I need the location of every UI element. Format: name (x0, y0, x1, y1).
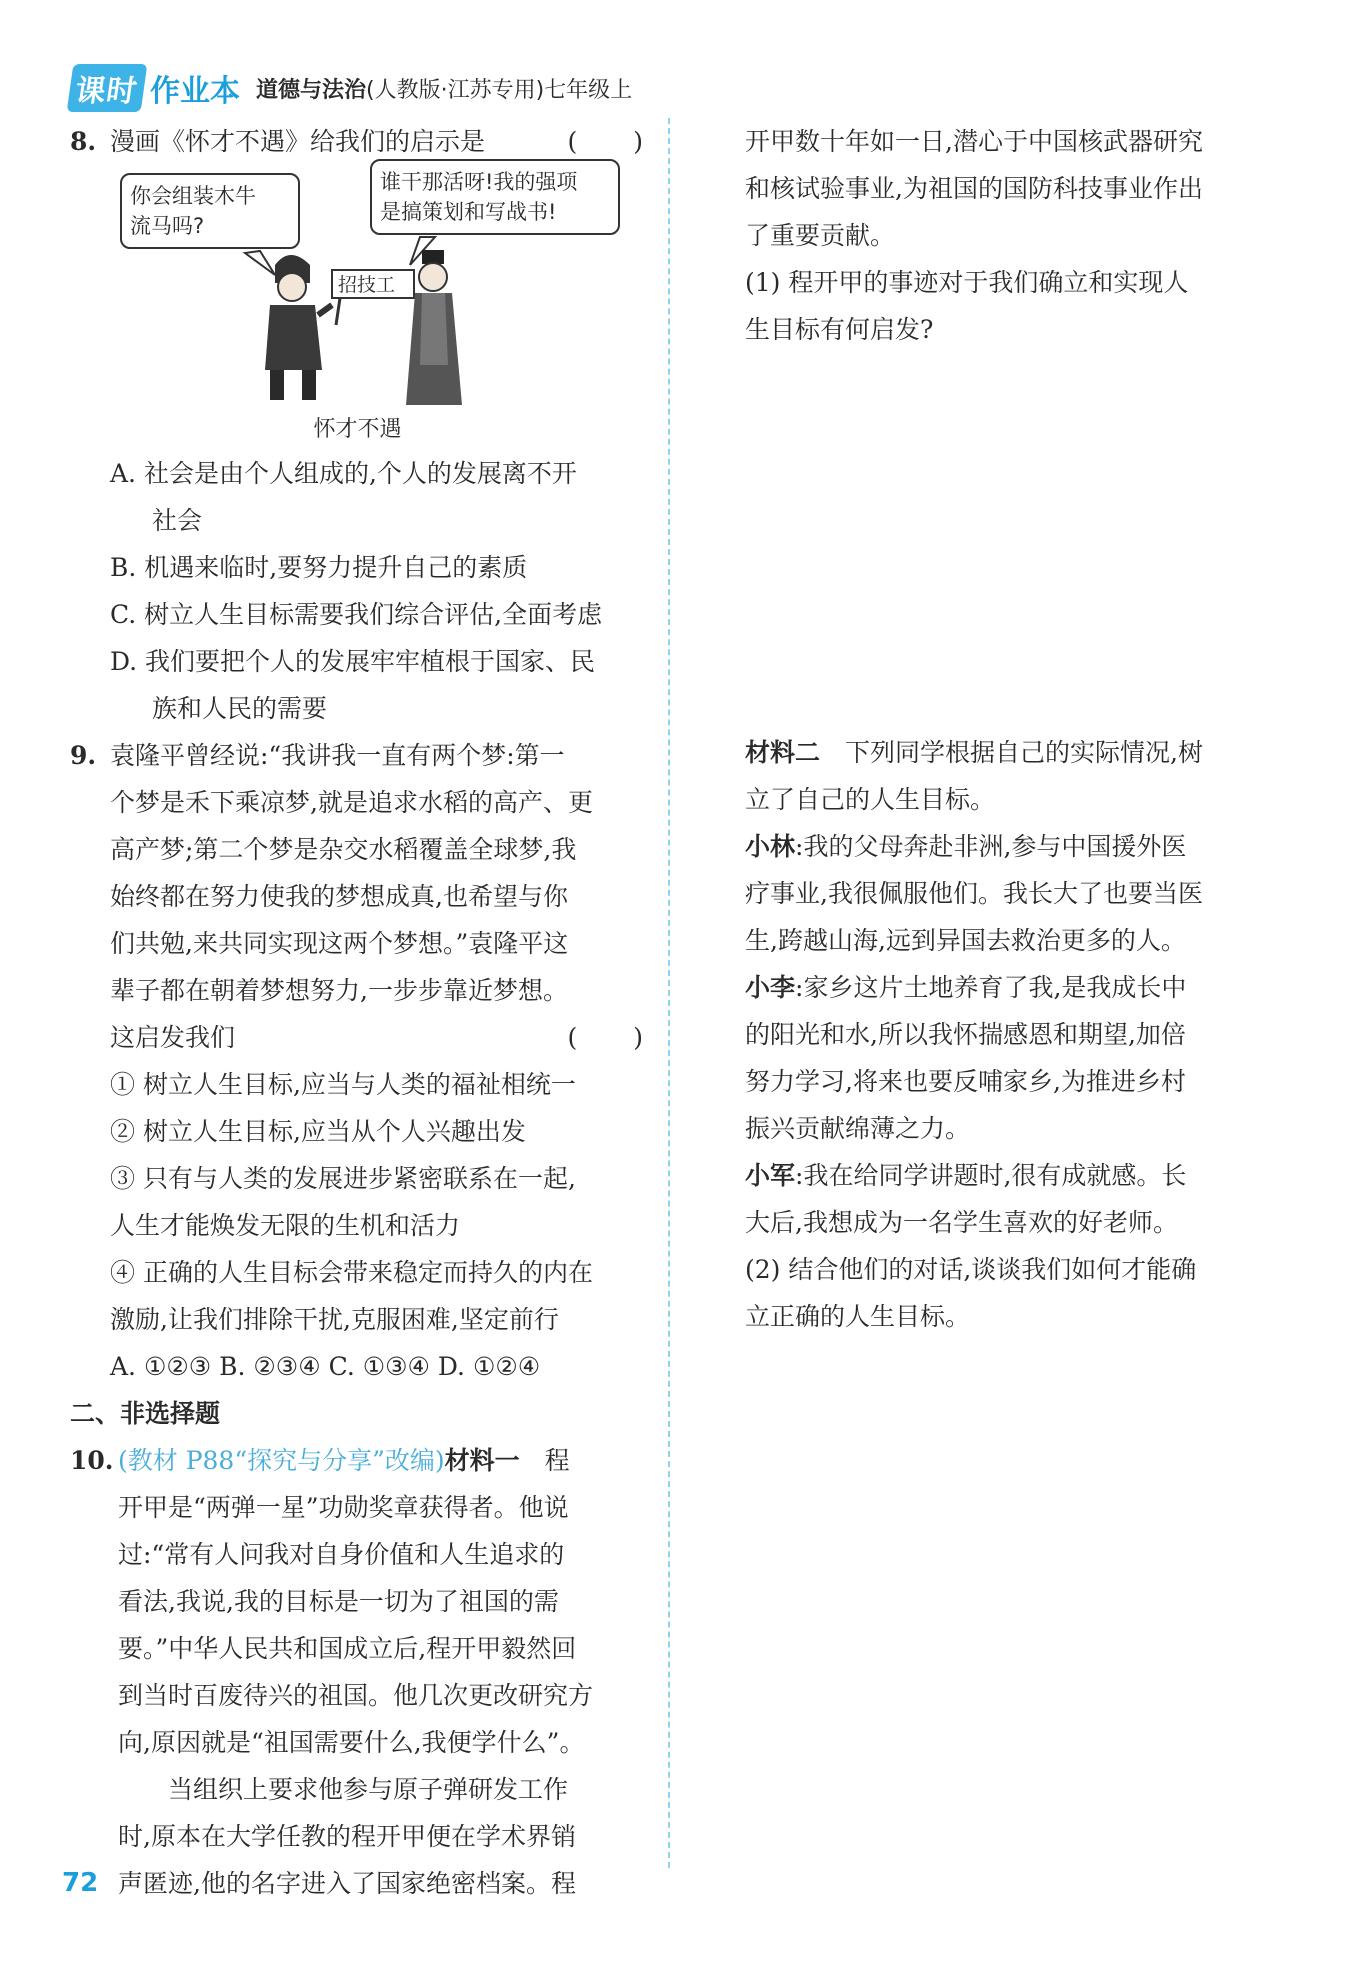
student-text-cont: 生,跨越山海,远到异国去救治更多的人。 (745, 926, 1186, 955)
student-xiaojun (745, 1152, 1275, 1199)
subject-edition: (人教版·江苏专用)七年级上 (366, 77, 633, 103)
student-text-cont: 的阳光和水,所以我怀揣感恩和期望,加倍 (745, 1020, 1186, 1049)
q10-text-line: 开甲数十年如一日,潜心于中国核武器研究 (745, 127, 1203, 156)
q10-sub2-question: (2) 结合他们的对话,谈谈我们如何才能确 (745, 1255, 1197, 1284)
student-text-cont: 努力学习,将来也要反哺家乡,为推进乡村 (745, 1067, 1186, 1096)
warrior-figure (265, 255, 332, 400)
q9-statement-3: ③ 只有与人类的发展进步紧密联系在一起, (110, 1164, 576, 1193)
q10-first-line (70, 1437, 645, 1484)
q9-stem-line (70, 732, 645, 779)
q8-option-a-cont: 社会 (152, 506, 203, 535)
q9-text-line: 辈子都在朝着梦想努力,一步步靠近梦想。 (110, 976, 568, 1005)
left-column (70, 118, 645, 1907)
q10-text-line: 到当时百废待兴的祖国。他几次更改研究方 (118, 1681, 594, 1710)
q10-text-line: 开甲是“两弹一星”功勋奖章获得者。他说 (118, 1493, 569, 1522)
q10-text-line: 过:“常有人问我对自身价值和人生追求的 (118, 1540, 565, 1569)
q10-source: (教材 P88“探究与分享”改编) (118, 1446, 445, 1475)
student-name: 小林 (745, 832, 796, 861)
q8-stem (70, 118, 645, 165)
q9-text-line: 们共勉,来共同实现这两个梦想。”袁隆平这 (110, 929, 569, 958)
material-two-label: 材料二 (745, 738, 821, 767)
bubble-tail-left (245, 251, 275, 275)
answer-space-1[interactable] (745, 353, 1275, 729)
student-name: 小军 (745, 1161, 796, 1190)
q9-statement-1: ① 树立人生目标,应当与人类的福祉相统一 (110, 1070, 576, 1099)
q9-number: 9. (70, 741, 97, 770)
logo-text: 作业本 (150, 74, 240, 109)
page-header (70, 66, 632, 110)
subject-name: 道德与法治 (256, 77, 367, 103)
q9-statement-4: ④ 正确的人生目标会带来稳定而持久的内在 (110, 1258, 593, 1287)
q10-number: 10. (70, 1446, 114, 1475)
bubble-line: 是搞策划和写战书! (380, 200, 557, 224)
bubble-line: 谁干那活呀!我的强项 (380, 170, 578, 194)
q10-text-line: 声匿迹,他的名字进入了国家绝密档案。程 (118, 1869, 576, 1898)
q9-text-line: 个梦是禾下乘凉梦,就是追求水稻的高产、更 (110, 788, 593, 817)
student-text-cont: 疗事业,我很佩服他们。我长大了也要当医 (745, 879, 1203, 908)
cartoon-illustration (70, 165, 645, 410)
q10-sub2-question-cont: 立正确的人生目标。 (745, 1302, 971, 1331)
q8-option-b[interactable]: B. 机遇来临时,要努力提升自己的素质 (110, 553, 528, 582)
bubble-line: 流马吗? (130, 214, 205, 238)
q8-option-a[interactable]: A. 社会是由个人组成的,个人的发展离不开 (110, 459, 577, 488)
q10-first-tail: 程 (519, 1446, 570, 1475)
student-text: :家乡这片土地养育了我,是我成长中 (795, 973, 1187, 1002)
q10-text-line: 了重要贡献。 (745, 221, 896, 250)
q9-prompt: 这启发我们 (110, 1023, 236, 1052)
brand-logo (70, 64, 240, 112)
q9-statement-4-cont: 激励,让我们排除干扰,克服困难,坚定前行 (110, 1305, 559, 1334)
q10-sub1-question: (1) 程开甲的事迹对于我们确立和实现人 (745, 268, 1189, 297)
q9-text: 袁隆平曾经说:“我讲我一直有两个梦:第一 (110, 741, 565, 770)
material-two-text-cont: 立了自己的人生目标。 (745, 785, 996, 814)
subject-title (256, 73, 632, 104)
q10-text-line: 和核试验事业,为祖国的国防科技事业作出 (745, 174, 1203, 203)
logo-badge: 课时 (67, 64, 148, 112)
student-text-cont: 振兴贡献绵薄之力。 (745, 1114, 971, 1143)
q8-number: 8. (70, 127, 97, 156)
student-name: 小李 (745, 973, 796, 1002)
bubble-line: 你会组装木牛 (130, 184, 256, 208)
student-text: :我在给同学讲题时,很有成就感。长 (795, 1161, 1187, 1190)
q10-text-line: 向,原因就是“祖国需要什么,我便学什么”。 (118, 1728, 585, 1757)
material-one-label: 材料一 (444, 1446, 520, 1475)
q8-option-d[interactable]: D. 我们要把个人的发展牢牢植根于国家、民 (110, 647, 596, 676)
q10-text-line: 要。”中华人民共和国成立后,程开甲毅然回 (118, 1634, 577, 1663)
q9-statement-3-cont: 人生才能焕发无限的生机和活力 (110, 1211, 461, 1240)
student-xiaoli (745, 964, 1275, 1011)
q9-text-line: 始终都在努力使我的梦想成真,也希望与你 (110, 882, 568, 911)
answer-space-2[interactable] (745, 1340, 1275, 1860)
right-column (745, 118, 1275, 1860)
q10-text-line: 时,原本在大学任教的程开甲便在学术界销 (118, 1822, 576, 1851)
q8-stem-text: 漫画《怀才不遇》给我们的启示是 (110, 127, 486, 156)
page-number: 72 (62, 1868, 99, 1898)
q10-text-line: 看法,我说,我的目标是一切为了祖国的需 (118, 1587, 559, 1616)
q8-option-d-cont: 族和人民的需要 (152, 694, 328, 723)
cartoon-caption: 怀才不遇 (313, 417, 402, 442)
sign-label: 招技工 (338, 274, 396, 296)
q10-sub1-question-cont: 生目标有何启发? (745, 315, 934, 344)
section-title: 二、非选择题 (70, 1399, 221, 1428)
answer-parentheses[interactable]: ( ) (567, 127, 645, 156)
student-text: :我的父母奔赴非洲,参与中国援外医 (795, 832, 1187, 861)
material-two-text: 下列同学根据自己的实际情况,树 (820, 738, 1203, 767)
student-text-cont: 大后,我想成为一名学生喜欢的好老师。 (745, 1208, 1178, 1237)
column-divider (668, 118, 670, 1868)
q9-choices[interactable]: A. ①②③ B. ②③④ C. ①③④ D. ①②④ (110, 1352, 541, 1381)
q10-text-line: 当组织上要求他参与原子弹研发工作 (118, 1775, 569, 1804)
q8-option-c[interactable]: C. 树立人生目标需要我们综合评估,全面考虑 (110, 600, 603, 629)
q9-statement-2: ② 树立人生目标,应当从个人兴趣出发 (110, 1117, 526, 1146)
q9-prompt-line (70, 1014, 645, 1061)
q9-text-line: 高产梦;第二个梦是杂交水稻覆盖全球梦,我 (110, 835, 577, 864)
student-xiaolin (745, 823, 1275, 870)
material-two-line (745, 729, 1275, 776)
answer-parentheses[interactable]: ( ) (567, 1023, 645, 1052)
